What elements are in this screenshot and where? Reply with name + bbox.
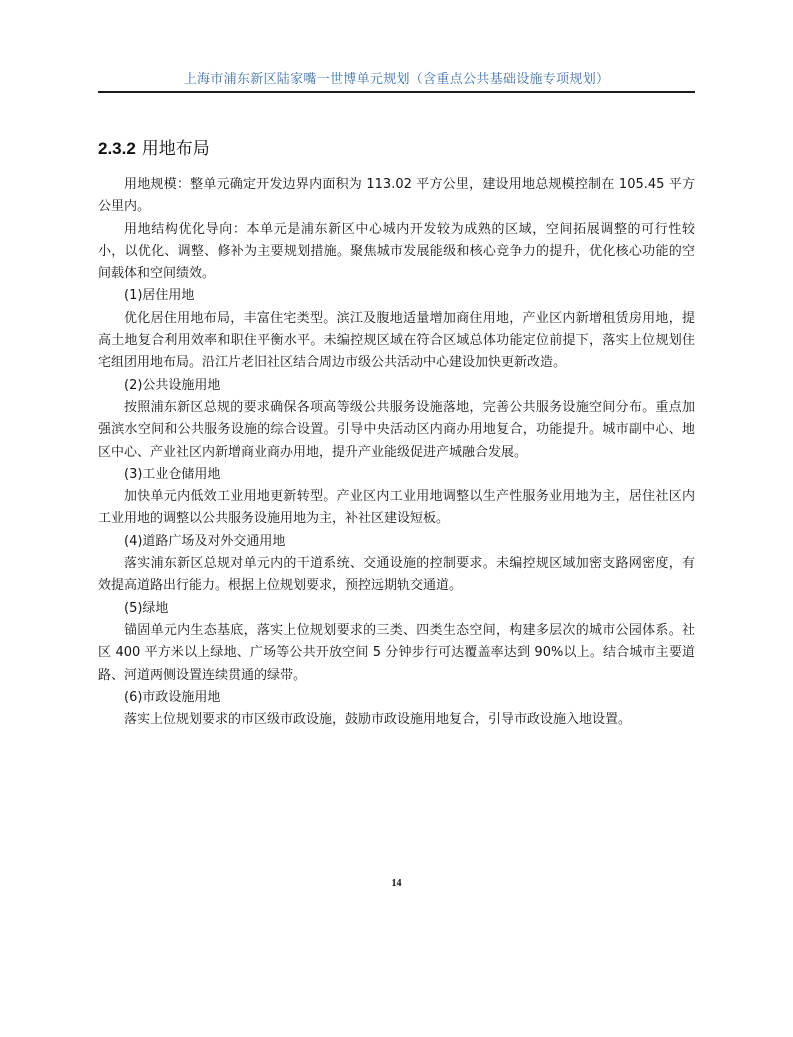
body-text <box>98 174 695 731</box>
section-number: 2.3.2 <box>98 139 136 158</box>
paragraph-land-structure: 用地结构优化导向：本单元是浦东新区中心城内开发较为成熟的区域，空间拓展调整的可行性较小，以优化、调整、修补为主要规划措施。聚焦城市发展能级和核心竞争力的提升，优化核心功能的空间载体和空间绩效。 <box>98 221 695 282</box>
paragraph-municipal: 落实上位规划要求的市区级市政设施，鼓励市政设施用地复合，引导市政设施入地设置。 <box>124 712 632 728</box>
paragraph-residential: 优化居住用地布局，丰富住宅类型。滨江及腹地适量增加商住用地，产业区内新增租赁房用地，提高土地复合利用效率和职住平衡水平。未编控规区域在符合区域总体功能定位前提下，落实上位规划住宅组团用地布局。沿江片老旧社区结合周边市级公共活动中心建设加快更新改造。 <box>98 310 695 371</box>
paragraph-industrial: 加快单元内低效工业用地更新转型。产业区内工业用地调整以生产性服务业用地为主，居住社区内工业用地的调整以公共服务设施用地为主，补社区建设短板。 <box>98 489 695 527</box>
paragraph-land-scale: 用地规模：整单元确定开发边界内面积为 113.02 平方公里，建设用地总规模控制在 105.45 平方公里内。 <box>98 177 695 215</box>
section-title: 用地布局 <box>141 139 210 159</box>
header-divider <box>98 91 695 93</box>
subheading-industrial: (3)工业仓储用地 <box>124 466 221 482</box>
paragraph-public-facilities: 按照浦东新区总规的要求确保各项高等级公共服务设施落地，完善公共服务设施空间分布。重点加强滨水空间和公共服务设施的综合设置。引导中央活动区内商办用地复合，功能提升。城市副中心、地区中心、产业社区内新增商业商办用地，提升产业能级促进产城融合发展。 <box>98 399 695 460</box>
running-header-title: 上海市浦东新区陆家嘴一世博单元规划（含重点公共基础设施专项规划） <box>183 72 610 87</box>
subheading-roads-transport: (4)道路广场及对外交通用地 <box>124 533 286 549</box>
subheading-green-space: (5)绿地 <box>124 600 169 616</box>
page-number: 14 <box>391 878 402 889</box>
subheading-municipal: (6)市政设施用地 <box>124 689 221 705</box>
subheading-residential: (1)居住用地 <box>124 288 195 304</box>
paragraph-green-space: 锚固单元内生态基底，落实上位规划要求的三类、四类生态空间，构建多层次的城市公园体系。社区 400 平方米以上绿地、广场等公共开放空间 5 分钟步行可达覆盖率达到 90%以上。结合城市主要道路、河道两侧设置连续贯通的绿带。 <box>98 622 695 683</box>
section-heading <box>98 134 210 159</box>
subheading-public-facilities: (2)公共设施用地 <box>124 377 221 393</box>
paragraph-roads-transport: 落实浦东新区总规对单元内的干道系统、交通设施的控制要求。未编控规区域加密支路网密度，有效提高道路出行能力。根据上位规划要求，预控远期轨交通道。 <box>98 556 695 594</box>
